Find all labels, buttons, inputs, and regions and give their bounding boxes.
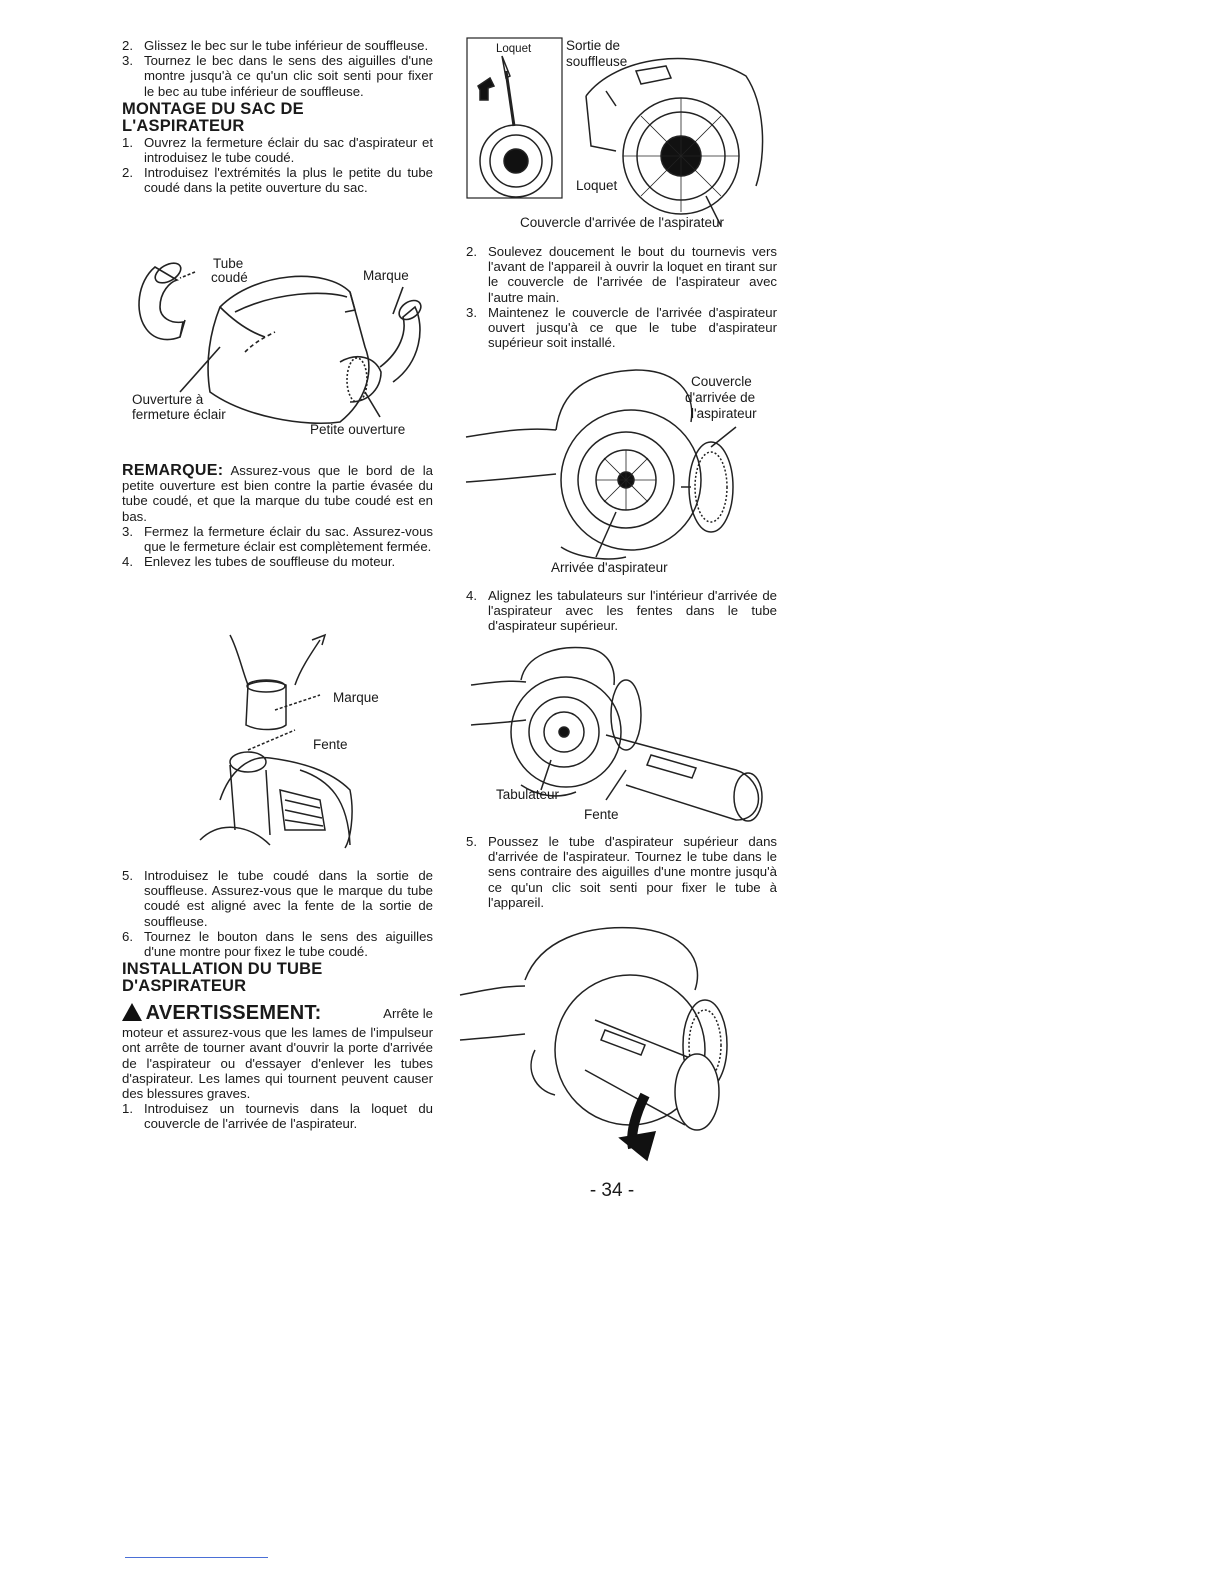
step-text: Maintenez le couvercle de l'arrivée d'aspirateur ouvert jusqu'à ce que le tube d'aspirateur supérieur soit installé. — [488, 304, 777, 351]
step-number: 4. — [466, 588, 477, 603]
step-text: Glissez le bec sur le tube inférieur de souffleuse. — [144, 38, 429, 53]
step-text: Introduisez l'extrémités la plus le petite du tube coudé dans la petite ouverture du sac. — [144, 165, 433, 196]
label-tube-coude-1: Tube — [213, 256, 244, 271]
left-column-bottom — [122, 868, 433, 1132]
list-item — [122, 135, 433, 165]
step-number: 4. — [122, 554, 133, 570]
label-tabulateur: Tabulateur — [496, 787, 560, 802]
list-item — [122, 1101, 433, 1131]
step-number: 1. — [122, 134, 133, 150]
label-ouverture-1: Ouverture à — [132, 392, 204, 407]
step-text: Introduisez un tournevis dans la loquet du couvercle de l'arrivée de l'aspirateur. — [144, 1101, 433, 1132]
warning-header — [122, 1001, 433, 1025]
label-sortie-2: souffleuse — [566, 54, 628, 69]
step-text: Fermez la fermeture éclair du sac. Assurez-vous que le fermeture éclair est complètement fermée. — [144, 523, 433, 555]
right-column-steps-b — [466, 588, 777, 634]
warning-triangle-icon — [122, 1003, 142, 1021]
step-number: 3. — [122, 53, 133, 69]
left-column-mid — [122, 463, 433, 569]
remarque-text: Assurez-vous que le bord de la petite ouverture est bien contre la partie évasée du tube coudé, et que la marque du tube coudé est en bas. — [122, 463, 433, 524]
list-item — [466, 834, 777, 910]
remarque-paragraph — [122, 463, 433, 524]
label-couvercle-3: l'aspirateur — [691, 406, 757, 421]
figure-tabs-alignment — [466, 640, 778, 825]
step-text: Soulevez doucement le bout du tournevis vers l'avant de l'appareil à ouvrir la loquet en tirant sur le couvercle de l'arrivée de l'aspirateur avec l'autre main. — [488, 244, 777, 305]
list-item — [122, 868, 433, 929]
step-text: Tournez le bouton dans le sens des aiguilles d'une montre pour fixez le tube coudé. — [144, 928, 433, 960]
label-sortie-1: Sortie de — [566, 38, 621, 53]
step-text: Tournez le bec dans le sens des aiguilles d'une montre jusqu'à ce qu'un clic soit senti pour fixer le bec au tube inférieur de souffleuse. — [144, 53, 433, 99]
section-heading-bag: MONTAGE DU SAC DE L'ASPIRATEUR — [122, 99, 304, 135]
figure-cover-open — [466, 362, 778, 577]
step-number: 5. — [466, 834, 477, 849]
footer-divider — [125, 1557, 268, 1558]
step-text: Ouvrez la fermeture éclair du sac d'aspirateur et introduisez le tube coudé. — [144, 134, 433, 166]
figure-elbow-outlet — [190, 630, 410, 850]
list-item — [122, 53, 433, 99]
figure-push-rotate — [455, 920, 775, 1160]
step-number: 5. — [122, 868, 133, 883]
elbow-outlet-illustration — [190, 630, 410, 850]
list-item — [466, 305, 777, 351]
label-fente: Fente — [313, 737, 348, 752]
label-fente-2: Fente — [584, 807, 619, 822]
list-item — [466, 588, 777, 634]
right-column-steps-c — [466, 834, 777, 910]
section-heading-tube: INSTALLATION DU TUBE D'ASPIRATEUR — [122, 960, 323, 996]
step-number: 3. — [466, 304, 477, 320]
label-marque-2: Marque — [333, 690, 379, 705]
push-rotate-illustration — [455, 920, 775, 1160]
label-arrivee: Arrivée d'aspirateur — [551, 560, 668, 575]
step-number: 3. — [122, 523, 133, 539]
warning-text: moteur et assurez-vous que les lames de l'impulseur ont arrête de tourner avant d'ouvrir la porte d'arrivée de l'aspirateur ou d'essayer d'enlever les tubes d'aspirateur. Les lames qui tournent peuvent causer des blessures graves. — [122, 1025, 433, 1102]
label-marque: Marque — [363, 268, 409, 283]
step-number: 2. — [122, 165, 133, 181]
step-number: 6. — [122, 928, 133, 944]
warning-label: AVERTISSEMENT: — [145, 1002, 322, 1025]
step-number: 2. — [122, 38, 133, 53]
right-column-steps-a — [466, 244, 777, 350]
step-number: 2. — [466, 244, 477, 259]
list-item — [466, 244, 777, 305]
step-number: 1. — [122, 1101, 133, 1117]
caption-latch: Couvercle d'arrivée de l'aspirateur — [519, 215, 724, 230]
warning-first-word: Arrête le — [383, 1006, 433, 1022]
page-number: - 34 - — [589, 1180, 635, 1201]
list-item — [122, 38, 433, 53]
remarque-label: REMARQUE: — [122, 462, 224, 479]
figure-latch — [466, 36, 778, 236]
label-petite-ouverture: Petite ouverture — [310, 422, 406, 437]
label-ouverture-2: fermeture éclair — [132, 407, 226, 422]
list-item — [122, 165, 433, 195]
list-item — [122, 929, 433, 959]
list-item — [122, 554, 433, 569]
label-couvercle-2: d'arrivée de — [685, 390, 756, 405]
label-loquet-inset: Loquet — [496, 43, 532, 55]
label-tube-coude-2: coudé — [211, 270, 248, 285]
list-item — [122, 524, 433, 554]
label-loquet: Loquet — [576, 178, 618, 193]
label-couvercle-1: Couvercle — [691, 374, 752, 389]
step-text: Enlevez les tubes de souffleuse du moteur. — [144, 554, 396, 570]
step-text: Poussez le tube d'aspirateur supérieur dans d'arrivée de l'aspirateur. Tournez le tube dans le sens contraire des aiguilles d'une montre jusqu'à ce qu'un clic soit senti pour fixer le tube à l'appareil. — [488, 834, 777, 910]
figure-vacuum-bag — [125, 252, 435, 452]
step-text: Introduisez le tube coudé dans la sortie de souffleuse. Assurez-vous que le marque du tube coudé est aligné avec la fente de la sortie de souffleuse. — [144, 868, 433, 929]
left-column — [122, 38, 433, 196]
step-text: Alignez les tabulateurs sur l'intérieur d'arrivée de l'aspirateur avec les fentes dans le tube d'aspirateur supérieur. — [488, 588, 777, 634]
